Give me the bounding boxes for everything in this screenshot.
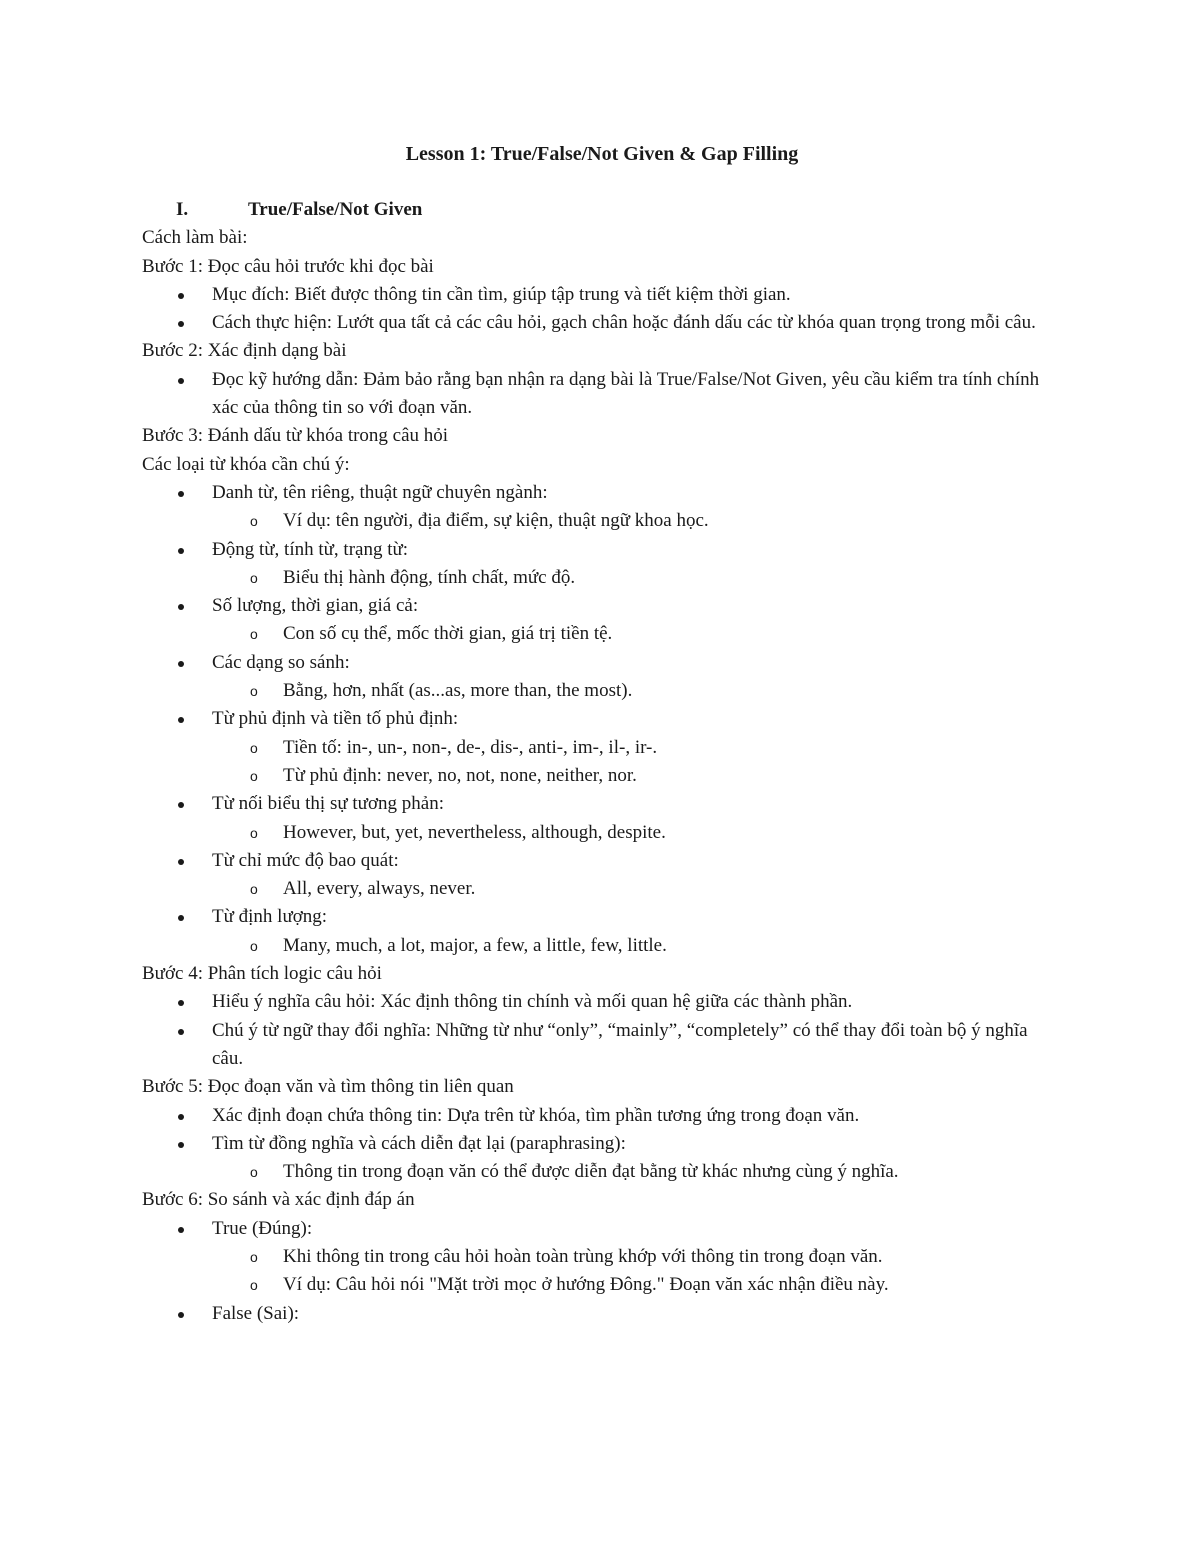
line-text: Xác định đoạn chứa thông tin: Dựa trên từ khóa, tìm phần tương ứng trong đoạn văn. xyxy=(212,1104,860,1126)
line-text: However, but, yet, nevertheless, although, despite. xyxy=(283,821,666,843)
bullet-dot-icon xyxy=(178,859,184,865)
line-text: Đọc kỹ hướng dẫn: Đảm bảo rằng bạn nhận ra dạng bài là True/False/Not Given, yêu cầu kiểm tra tính chính xác của thông tin so với đoạn văn. xyxy=(212,368,1040,419)
line-text: Từ chỉ mức độ bao quát: xyxy=(212,849,399,871)
paragraph-line xyxy=(142,960,1062,988)
paragraph-line xyxy=(142,224,1062,252)
bullet-item xyxy=(142,790,1062,818)
bullet-item xyxy=(142,903,1062,931)
bullet-dot-icon xyxy=(178,378,184,384)
document-title: Lesson 1: True/False/Not Given & Gap Filling xyxy=(405,143,799,165)
sub-bullet-item xyxy=(142,762,1062,790)
bullet-item xyxy=(142,592,1062,620)
bullet-dot-icon xyxy=(178,321,184,327)
line-text: Các dạng so sánh: xyxy=(212,651,350,673)
bullet-item xyxy=(142,1017,1062,1074)
line-text: Bước 5: Đọc đoạn văn và tìm thông tin liên quan xyxy=(142,1076,514,1098)
paragraph-line xyxy=(142,1186,1062,1214)
section-heading xyxy=(142,196,1062,224)
sub-bullet-item xyxy=(142,819,1062,847)
bullet-dot-icon xyxy=(178,1227,184,1233)
paragraph-line xyxy=(142,1073,1062,1101)
sub-bullet-item xyxy=(142,1271,1062,1299)
sub-bullet-icon: o xyxy=(250,1248,258,1265)
bullet-dot-icon xyxy=(178,717,184,723)
bullet-dot-icon xyxy=(178,915,184,921)
line-text: Động từ, tính từ, trạng từ: xyxy=(212,538,409,560)
line-text: Tìm từ đồng nghĩa và cách diễn đạt lại (paraphrasing): xyxy=(212,1132,626,1154)
line-text: Khi thông tin trong câu hỏi hoàn toàn trùng khớp với thông tin trong đoạn văn. xyxy=(283,1245,883,1267)
line-text: Con số cụ thể, mốc thời gian, giá trị tiền tệ. xyxy=(283,623,613,645)
sub-bullet-item xyxy=(142,875,1062,903)
sub-bullet-item xyxy=(142,932,1062,960)
sub-bullet-icon: o xyxy=(250,767,258,784)
bullet-item xyxy=(142,705,1062,733)
sub-bullet-item xyxy=(142,734,1062,762)
paragraph-line xyxy=(142,337,1062,365)
bullet-dot-icon xyxy=(178,548,184,554)
sub-bullet-item xyxy=(142,620,1062,648)
paragraph-line xyxy=(142,422,1062,450)
sub-bullet-icon: o xyxy=(250,824,258,841)
sub-bullet-icon: o xyxy=(250,937,258,954)
line-text: Bước 4: Phân tích logic câu hỏi xyxy=(142,963,382,985)
line-text: Tiền tố: in-, un-, non-, de-, dis-, anti-, im-, il-, ir-. xyxy=(283,736,658,758)
sub-bullet-icon: o xyxy=(250,626,258,643)
bullet-dot-icon xyxy=(178,802,184,808)
line-text: Từ nối biểu thị sự tương phản: xyxy=(212,793,444,815)
sub-bullet-icon: o xyxy=(250,739,258,756)
line-text: Bước 3: Đánh dấu từ khóa trong câu hỏi xyxy=(142,425,449,447)
bullet-item xyxy=(142,1102,1062,1130)
bullet-dot-icon xyxy=(178,1029,184,1035)
line-text: Từ phủ định và tiền tố phủ định: xyxy=(212,708,459,730)
bullet-item xyxy=(142,1300,1062,1328)
line-text: Many, much, a lot, major, a few, a little, few, little. xyxy=(283,934,667,956)
sub-bullet-item xyxy=(142,1243,1062,1271)
line-text: Chú ý từ ngữ thay đổi nghĩa: Những từ như “only”, “mainly”, “completely” có thể thay đổi toàn bộ ý nghĩa câu. xyxy=(212,1019,1028,1069)
bullet-dot-icon xyxy=(178,1142,184,1148)
paragraph-line xyxy=(142,451,1062,479)
line-text: Biểu thị hành động, tính chất, mức độ. xyxy=(283,566,576,588)
line-text: Thông tin trong đoạn văn có thể được diễn đạt bằng từ khác nhưng cùng ý nghĩa. xyxy=(283,1161,899,1183)
bullet-dot-icon xyxy=(178,661,184,667)
bullet-item xyxy=(142,479,1062,507)
line-text: Số lượng, thời gian, giá cả: xyxy=(212,595,419,617)
bullet-dot-icon xyxy=(178,293,184,299)
sub-bullet-icon: o xyxy=(250,1164,258,1181)
section-title: True/False/Not Given xyxy=(248,199,423,220)
sub-bullet-icon: o xyxy=(250,569,258,586)
sub-bullet-item xyxy=(142,507,1062,535)
sub-bullet-item xyxy=(142,677,1062,705)
bullet-item xyxy=(142,847,1062,875)
line-text: Ví dụ: tên người, địa điểm, sự kiện, thuật ngữ khoa học. xyxy=(283,510,709,532)
bullet-dot-icon xyxy=(178,1114,184,1120)
line-text: Cách làm bài: xyxy=(142,227,248,249)
sub-bullet-icon: o xyxy=(250,881,258,898)
bullet-item xyxy=(142,281,1062,309)
line-text: All, every, always, never. xyxy=(283,878,476,900)
line-text: Danh từ, tên riêng, thuật ngữ chuyên ngành: xyxy=(212,481,548,503)
bullet-item xyxy=(142,1215,1062,1243)
sub-bullet-icon: o xyxy=(250,683,258,700)
bullet-item xyxy=(142,988,1062,1016)
document-body xyxy=(142,224,1062,1328)
line-text: Bước 1: Đọc câu hỏi trước khi đọc bài xyxy=(142,255,434,277)
line-text: Bằng, hơn, nhất (as...as, more than, the most). xyxy=(283,680,633,702)
line-text: Ví dụ: Câu hỏi nói "Mặt trời mọc ở hướng Đông." Đoạn văn xác nhận điều này. xyxy=(283,1274,889,1296)
sub-bullet-item xyxy=(142,564,1062,592)
document-content xyxy=(142,140,1062,1328)
bullet-item xyxy=(142,536,1062,564)
line-text: Hiểu ý nghĩa câu hỏi: Xác định thông tin chính và mối quan hệ giữa các thành phần. xyxy=(212,991,853,1013)
line-text: Bước 2: Xác định dạng bài xyxy=(142,340,347,362)
sub-bullet-item xyxy=(142,1158,1062,1186)
line-text: False (Sai): xyxy=(212,1302,300,1324)
bullet-dot-icon xyxy=(178,1312,184,1318)
line-text: Từ định lượng: xyxy=(212,906,328,928)
line-text: Các loại từ khóa cần chú ý: xyxy=(142,453,350,475)
sub-bullet-icon: o xyxy=(250,1277,258,1294)
line-text: Bước 6: So sánh và xác định đáp án xyxy=(142,1189,415,1211)
paragraph-line xyxy=(142,253,1062,281)
line-text: True (Đúng): xyxy=(212,1217,313,1239)
section-number: I. xyxy=(176,199,189,220)
bullet-item xyxy=(142,1130,1062,1158)
sub-bullet-icon: o xyxy=(250,513,258,530)
line-text: Mục đích: Biết được thông tin cần tìm, giúp tập trung và tiết kiệm thời gian. xyxy=(212,283,791,305)
bullet-dot-icon xyxy=(178,491,184,497)
line-text: Cách thực hiện: Lướt qua tất cả các câu hỏi, gạch chân hoặc đánh dấu các từ khóa quan trọng trong mỗi câu. xyxy=(212,312,1036,334)
bullet-dot-icon xyxy=(178,604,184,610)
bullet-item xyxy=(142,366,1062,423)
line-text: Từ phủ định: never, no, not, none, neither, nor. xyxy=(283,764,637,786)
bullet-dot-icon xyxy=(178,1000,184,1006)
bullet-item xyxy=(142,309,1062,337)
bullet-item xyxy=(142,649,1062,677)
